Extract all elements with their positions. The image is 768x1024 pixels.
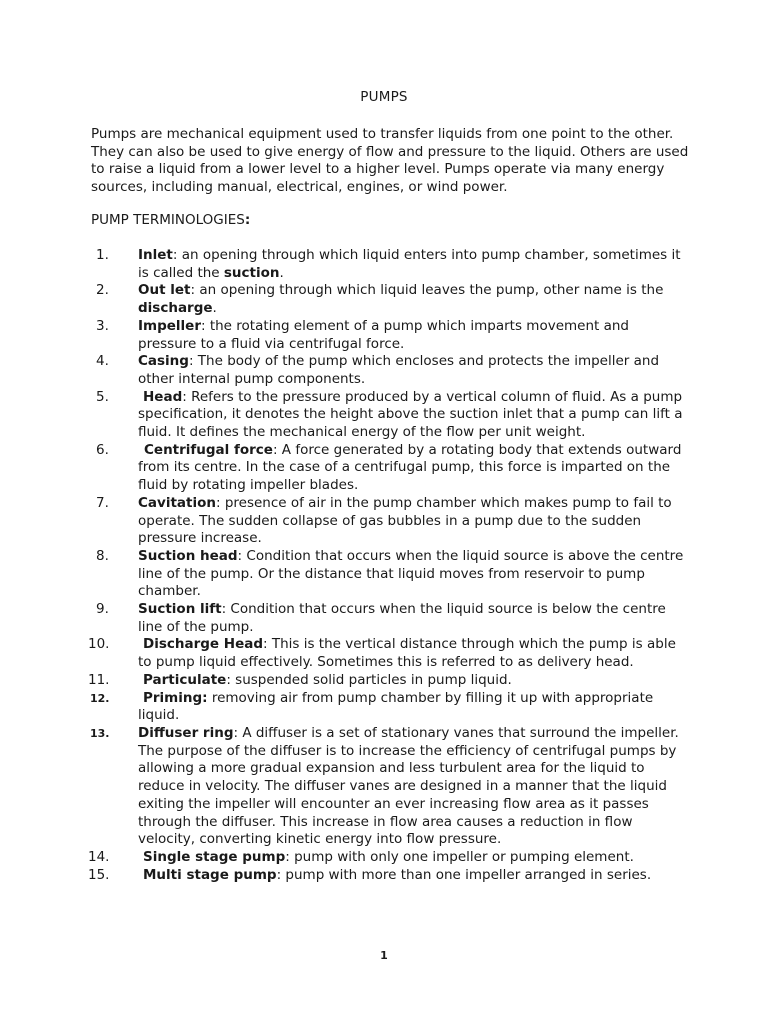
list-item	[0, 442, 686, 495]
term-definition: : pump with more than one impeller arranged in series.	[276, 866, 652, 883]
item-number: 7.	[96, 494, 109, 511]
item-number: 4.	[96, 353, 109, 370]
term-name: Diffuser ring	[138, 724, 234, 741]
term-definition-end: .	[279, 264, 284, 281]
term-definition: : Condition that occurs when the liquid source is below the centre line of the pump.	[138, 601, 666, 635]
list-item	[0, 690, 686, 725]
list-item	[0, 672, 686, 690]
term-definition: : pump with only one impeller or pumping element.	[285, 848, 634, 865]
term-definition: : Refers to the pressure produced by a vertical column of fluid. As a pump specification, it denotes the height above the suction inlet that a pump can lift a fluid. It defines the mechanical energy of the flow per unit weight.	[138, 388, 683, 441]
term-name: Priming:	[143, 689, 208, 706]
document-title: PUMPS	[360, 89, 408, 105]
term-name: Out let	[138, 282, 191, 299]
term-definition-end: .	[212, 300, 217, 317]
term-name: Centrifugal force	[144, 441, 273, 458]
item-number: 15.	[88, 866, 110, 883]
page-number: 1	[380, 949, 388, 962]
item-number: 13.	[90, 726, 110, 740]
list-item	[0, 849, 686, 867]
intro-paragraph: Pumps are mechanical equipment used to transfer liquids from one point to the other. They can also be used to give energy of flow and pressure to the liquid. Others are used to raise a liquid from a lower level to a higher level. Pumps operate via many energy sources, including manual, electrical, engines, or wind power.	[91, 126, 689, 196]
list-item	[0, 636, 686, 671]
terminology-list	[0, 247, 768, 884]
item-number: 2.	[96, 282, 109, 299]
item-number: 11.	[88, 671, 110, 688]
item-number: 10.	[88, 636, 110, 653]
section-heading-text: PUMP TERMINOLOGIES	[91, 212, 245, 228]
term-definition: : the rotating element of a pump which imparts movement and pressure to a fluid via centrifugal force.	[138, 317, 630, 352]
list-item	[0, 389, 686, 442]
term-name: Multi stage pump	[143, 866, 277, 883]
term-name-secondary: discharge	[138, 300, 213, 317]
term-definition: : Condition that occurs when the liquid source is above the centre line of the pump. Or the distance that liquid moves from reservoir to pump chamber.	[138, 547, 684, 600]
term-name: Cavitation	[138, 494, 216, 511]
item-number: 8.	[96, 547, 109, 564]
list-item	[0, 601, 686, 636]
term-definition: : presence of air in the pump chamber which makes pump to fail to operate. The sudden collapse of gas bubbles in a pump due to the sudden pressure increase.	[138, 494, 672, 547]
term-name: Suction head	[138, 547, 238, 564]
term-definition: : This is the vertical distance through which the pump is able to pump liquid effectively. Sometimes this is referred to as delivery head.	[138, 636, 676, 671]
item-number: 9.	[96, 601, 109, 618]
item-number: 3.	[96, 317, 109, 334]
list-item	[0, 353, 686, 388]
list-item	[0, 725, 686, 849]
list-item	[0, 867, 686, 885]
list-item	[0, 318, 686, 353]
term-name: Impeller	[138, 317, 201, 334]
term-definition: : an opening through which liquid leaves the pump, other name is the	[190, 282, 664, 299]
term-definition: removing air from pump chamber by filling it up with appropriate liquid.	[138, 689, 654, 724]
term-definition: : A diffuser is a set of stationary vanes that surround the impeller. The purpose of the diffuser is to increase the efficiency of centrifugal pumps by allowing a more gradual expansion and less turbulent area for the liquid to reduce in velocity. The diffuser vanes are designed in a manner that the liquid exiting the impeller will encounter an ever increasing flow area as it passes through the diffuser. This increase in flow area causes a reduction in flow velocity, converting kinetic energy into flow pressure.	[138, 724, 679, 848]
term-name: Suction lift	[138, 601, 222, 618]
term-name: Casing	[138, 353, 189, 370]
term-definition: : an opening through which liquid enters into pump chamber, sometimes it is called the	[138, 247, 681, 281]
list-item	[0, 495, 686, 548]
term-definition: : suspended solid particles in pump liquid.	[226, 671, 512, 688]
term-name: Head	[143, 388, 183, 405]
term-definition: : A force generated by a rotating body that extends outward from its centre. In the case of a centrifugal pump, this force is imparted on the fluid by rotating impeller blades.	[138, 441, 682, 494]
item-number: 6.	[96, 441, 109, 458]
item-number: 1.	[96, 247, 109, 263]
item-number: 12.	[90, 691, 110, 705]
list-item	[0, 247, 686, 282]
section-heading-colon: :	[244, 212, 251, 228]
item-number: 14.	[88, 848, 110, 865]
term-name-secondary: suction	[223, 264, 280, 281]
item-number: 5.	[96, 388, 109, 405]
term-name: Inlet	[138, 247, 173, 263]
term-name: Particulate	[143, 671, 227, 688]
list-item	[0, 282, 686, 317]
term-name: Discharge Head	[143, 636, 263, 653]
section-heading	[91, 212, 250, 228]
term-definition: : The body of the pump which encloses and protects the impeller and other internal pump components.	[138, 353, 660, 387]
list-item	[0, 548, 686, 601]
term-name: Single stage pump	[143, 848, 286, 865]
